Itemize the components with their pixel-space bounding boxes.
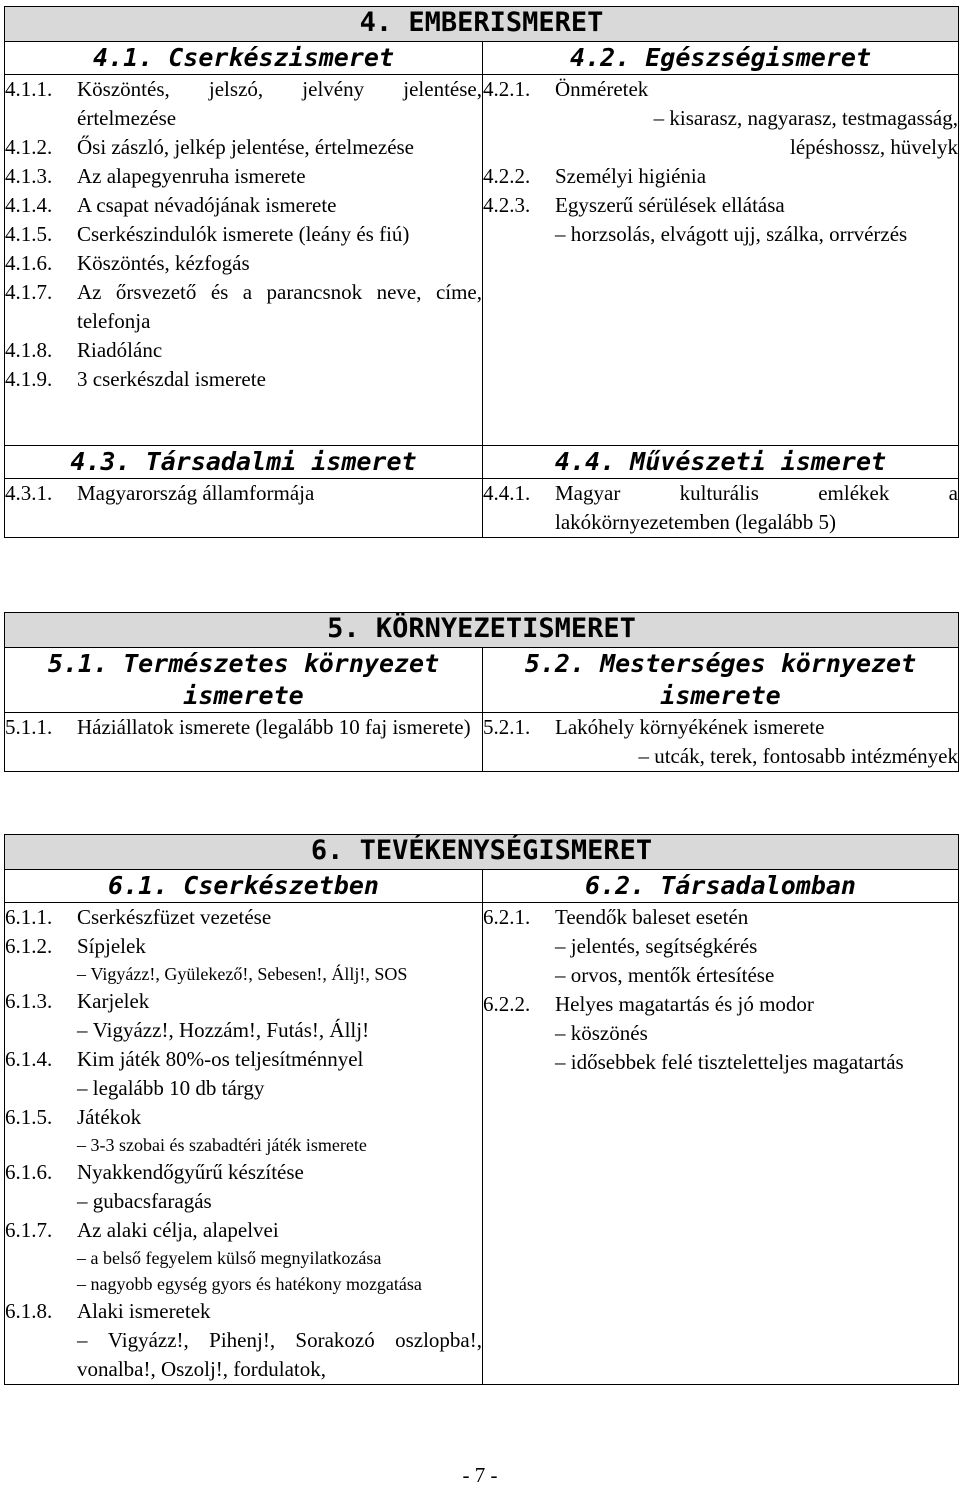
- list-subitem: – kisarasz, nagyarasz, testmagasság, lépéshossz, hüvelyk: [483, 104, 958, 162]
- page-number: - 7 -: [462, 1463, 498, 1487]
- section-5-title: 5. KÖRNYEZETISMERET: [5, 613, 959, 648]
- subsection-5-2-title: 5.2. Mesterséges környezet ismerete: [483, 648, 959, 713]
- list-item: 6.1.1. Cserkészfüzet vezetése: [5, 905, 272, 929]
- section-4-table: [4, 6, 959, 538]
- list-item: 4.1.3. Az alapegyenruha ismerete: [5, 164, 306, 188]
- list-item: 6.1.7. Az alaki célja, alapelvei: [5, 1218, 279, 1242]
- section-5-table: [4, 612, 959, 772]
- subsection-4-4-title: 4.4. Művészeti ismeret: [483, 446, 959, 479]
- section-6-title: 6. TEVÉKENYSÉGISMERET: [5, 835, 959, 870]
- list-item: 4.1.6. Köszöntés, kézfogás: [5, 251, 250, 275]
- list-item: 6.1.8. Alaki ismeretek: [5, 1299, 211, 1323]
- subsection-4-3-title: 4.3. Társadalmi ismeret: [5, 446, 483, 479]
- list-subitem: – jelentés, segítségkérés: [483, 932, 958, 961]
- list-item: 5.1.1. Háziállatok ismerete (legalább 10 faj ismerete): [5, 715, 471, 739]
- list-item: 4.1.4. A csapat névadójának ismerete: [5, 193, 337, 217]
- list-subitem: – horzsolás, elvágott ujj, szálka, orrvérzés: [483, 220, 958, 249]
- list-subitem: – a belső fegyelem külső megnyilatkozása: [5, 1245, 482, 1271]
- subsection-4-4-body: [483, 479, 959, 538]
- subsection-5-1-body: [5, 713, 483, 772]
- list-item: 6.1.5. Játékok: [5, 1105, 142, 1129]
- list-subitem: – orvos, mentők értesítése: [483, 961, 958, 990]
- subsection-6-1-title: 6.1. Cserkészetben: [5, 870, 483, 903]
- subsection-5-2-body: [483, 713, 959, 772]
- list-subitem: – Vigyázz!, Hozzám!, Futás!, Állj!: [5, 1016, 482, 1045]
- list-subitem: – gubacsfaragás: [5, 1187, 482, 1216]
- list-item: 5.2.1. Lakóhely környékének ismerete: [483, 715, 825, 739]
- list-item: 4.1.2. Ősi zászló, jelkép jelentése, értelmezése: [5, 135, 415, 159]
- list-item: 6.1.3. Karjelek: [5, 989, 150, 1013]
- list-subitem: – utcák, terek, fontosabb intézmények: [483, 742, 958, 771]
- list-item: 6.1.6. Nyakkendőgyűrű készítése: [5, 1160, 304, 1184]
- list-item: 4.4.1. Magyar kulturális emlékek a lakókörnyezetemben (legalább 5): [483, 481, 958, 534]
- section-4-title: 4. EMBERISMERET: [5, 7, 959, 42]
- list-item: 6.2.2. Helyes magatartás és jó modor: [483, 992, 814, 1016]
- subsection-6-2-title: 6.2. Társadalomban: [483, 870, 959, 903]
- subsection-4-2-title: 4.2. Egészségismeret: [483, 42, 959, 75]
- list-subitem: – Vigyázz!, Gyülekező!, Sebesen!, Állj!, SOS: [5, 961, 482, 987]
- list-item: 4.2.3. Egyszerű sérülések ellátása: [483, 193, 785, 217]
- section-6-table: [4, 834, 959, 1385]
- list-item: 6.2.1. Teendők baleset esetén: [483, 905, 749, 929]
- list-subitem: – legalább 10 db tárgy: [5, 1074, 482, 1103]
- list-item: 4.2.1. Önméretek: [483, 77, 649, 101]
- subsection-4-2-body: [483, 75, 959, 446]
- list-subitem: – köszönés: [483, 1019, 958, 1048]
- list-item: 4.1.9. 3 cserkészdal ismerete: [5, 367, 266, 391]
- subsection-4-1-body: [5, 75, 483, 446]
- list-item: 6.1.2. Sípjelek: [5, 934, 146, 958]
- list-item: 4.2.2. Személyi higiénia: [483, 164, 707, 188]
- list-item: 6.1.4. Kim játék 80%-os teljesítménnyel: [5, 1047, 364, 1071]
- subsection-5-1-title: 5.1. Természetes környezet ismerete: [5, 648, 483, 713]
- subsection-4-3-body: [5, 479, 483, 538]
- list-item: 4.1.5. Cserkészindulók ismerete (leány és fiú): [5, 222, 410, 246]
- list-item: 4.1.8. Riadólánc: [5, 338, 163, 362]
- subsection-6-2-body: [483, 903, 959, 1385]
- list-subitem: – idősebbek felé tiszteletteljes magatartás: [483, 1048, 958, 1077]
- list-subitem: – 3-3 szobai és szabadtéri játék ismerete: [5, 1132, 482, 1158]
- list-subitem: – Vigyázz!, Pihenj!, Sorakozó oszlopba!, vonalba!, Oszolj!, fordulatok,: [5, 1326, 482, 1384]
- subsection-4-1-title: 4.1. Cserkészismeret: [5, 42, 483, 75]
- list-subitem: – nagyobb egység gyors és hatékony mozgatása: [5, 1271, 482, 1297]
- list-item: 4.3.1. Magyarország államformája: [5, 481, 315, 505]
- list-item: 4.1.7. Az őrsvezető és a parancsnok neve, címe, telefonja: [5, 280, 482, 333]
- list-item: 4.1.1. Köszöntés, jelszó, jelvény jelentése, értelmezése: [5, 77, 482, 130]
- subsection-6-1-body: [5, 903, 483, 1385]
